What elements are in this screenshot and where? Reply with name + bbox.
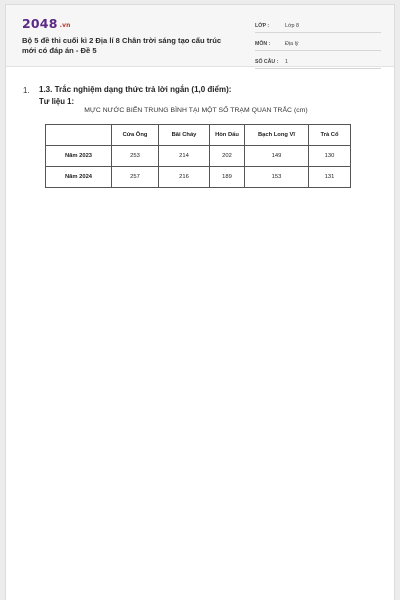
meta-key: SỐ CÂU : <box>255 59 279 65</box>
meta-key: MÔN : <box>255 41 271 47</box>
table-row <box>46 167 351 188</box>
row-label: Năm 2023 <box>46 146 112 167</box>
row-label: Năm 2024 <box>46 167 112 188</box>
table-header-cell: Bãi Cháy <box>159 125 210 146</box>
document-title: Bộ 5 đề thi cuối kì 2 Địa lí 8 Chân trời sáng tạo cấu trúc mới có đáp án - Đề 5 <box>22 36 222 55</box>
table-header-cell: Hòn Dấu <box>210 125 245 146</box>
site-logo[interactable] <box>22 16 71 31</box>
logo-text: 2048 <box>22 16 58 31</box>
meta-value: 1 <box>285 59 288 65</box>
table-title: MỰC NƯỚC BIỂN TRUNG BÌNH TẠI MỘT SỐ TRẠM QUAN TRẮC (cm) <box>84 107 308 114</box>
table-cell: 131 <box>309 167 351 188</box>
table-header-cell <box>46 125 112 146</box>
meta-row-question-count <box>255 52 381 69</box>
meta-value: Địa lý <box>285 41 299 47</box>
table-cell: 202 <box>210 146 245 167</box>
question-number: 1. <box>23 86 30 95</box>
table-cell: 189 <box>210 167 245 188</box>
meta-value: Lớp 8 <box>285 23 300 29</box>
table-cell: 257 <box>112 167 159 188</box>
document-meta <box>255 16 381 70</box>
table-cell: 253 <box>112 146 159 167</box>
logo-suffix: .vn <box>59 22 71 29</box>
table-cell: 153 <box>245 167 309 188</box>
table-header-cell: Trà Cổ <box>309 125 351 146</box>
table-header-cell: Cửa Ông <box>112 125 159 146</box>
meta-key: LỚP : <box>255 23 270 29</box>
meta-row-class <box>255 16 381 33</box>
table-cell: 216 <box>159 167 210 188</box>
table-row <box>46 146 351 167</box>
document-header <box>6 5 394 67</box>
sea-level-table <box>45 124 351 188</box>
table-cell: 149 <box>245 146 309 167</box>
table-cell: 130 <box>309 146 351 167</box>
document-page <box>5 4 395 600</box>
meta-row-subject <box>255 34 381 51</box>
table-header-cell: Bạch Long Vĩ <box>245 125 309 146</box>
question-title: 1.3. Trắc nghiệm dạng thức trả lời ngắn (1,0 điểm): <box>39 85 232 94</box>
table-header-row <box>46 125 351 146</box>
source-label: Tư liệu 1: <box>39 97 75 106</box>
table-cell: 214 <box>159 146 210 167</box>
